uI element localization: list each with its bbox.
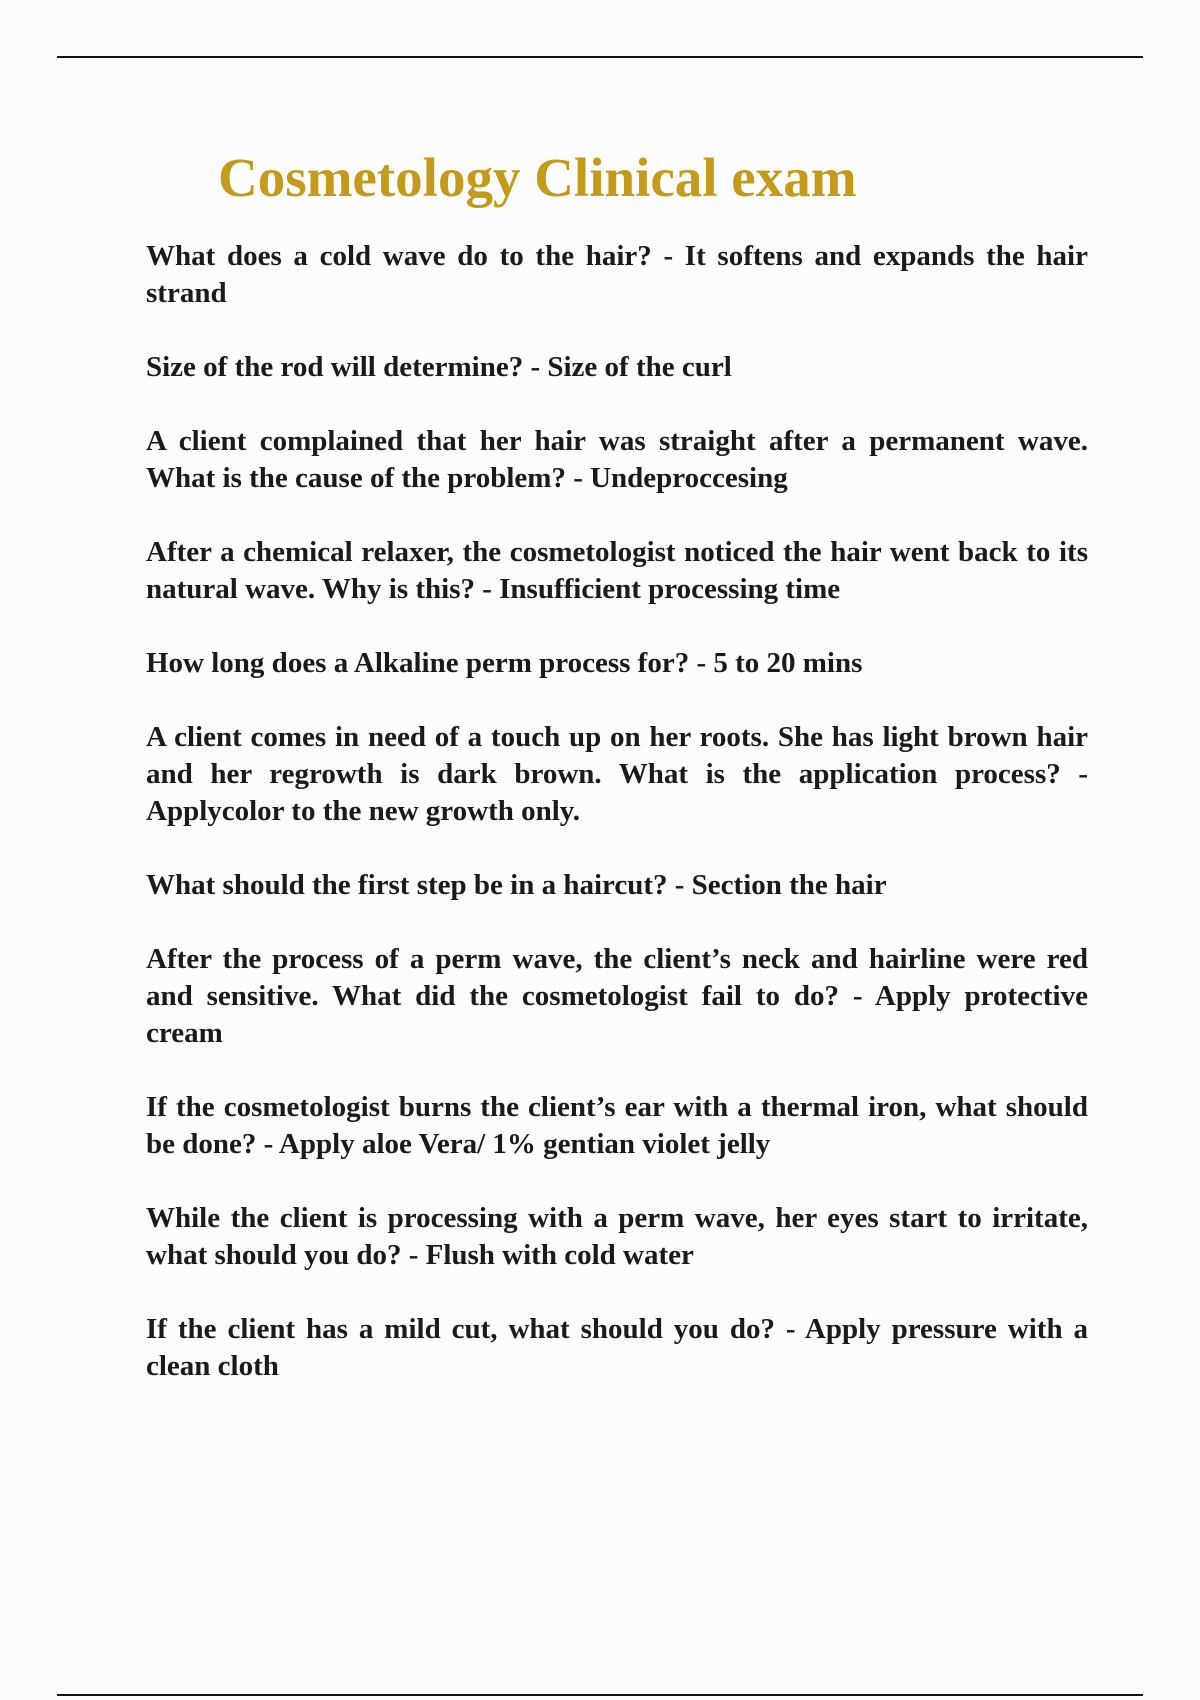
top-divider [57,56,1143,58]
qa-item: While the client is processing with a perm wave, her eyes start to irritate, what should you do? - Flush with cold water [146,1202,1088,1271]
qa-item: If the cosmetologist burns the client’s ear with a thermal iron, what should be done? - Apply aloe Vera/ 1% gentian violet jelly [146,1091,1088,1160]
qa-item: A client complained that her hair was straight after a permanent wave. What is the cause of the problem? - Undeproccesing [146,425,1088,494]
qa-item: How long does a Alkaline perm process for? - 5 to 20 mins [146,647,863,679]
qa-item: What does a cold wave do to the hair? - It softens and expands the hair strand [146,240,1088,309]
qa-item: If the client has a mild cut, what should you do? - Apply pressure with a clean cloth [146,1313,1088,1382]
question-answer-list [146,238,1088,1422]
document-title: Cosmetology Clinical exam [218,147,857,208]
qa-item: What should the first step be in a haircut? - Section the hair [146,869,887,901]
qa-item: Size of the rod will determine? - Size of the curl [146,351,732,383]
qa-item: After a chemical relaxer, the cosmetologist noticed the hair went back to its natural wave. Why is this? - Insufficient processing time [146,536,1088,605]
qa-item: After the process of a perm wave, the client’s neck and hairline were red and sensitive. What did the cosmetologist fail to do? - Apply protective cream [146,943,1088,1049]
bottom-divider [57,1694,1143,1696]
qa-item: A client comes in need of a touch up on her roots. She has light brown hair and her regrowth is dark brown. What is the application process? - Applycolor to the new growth only. [146,721,1088,827]
